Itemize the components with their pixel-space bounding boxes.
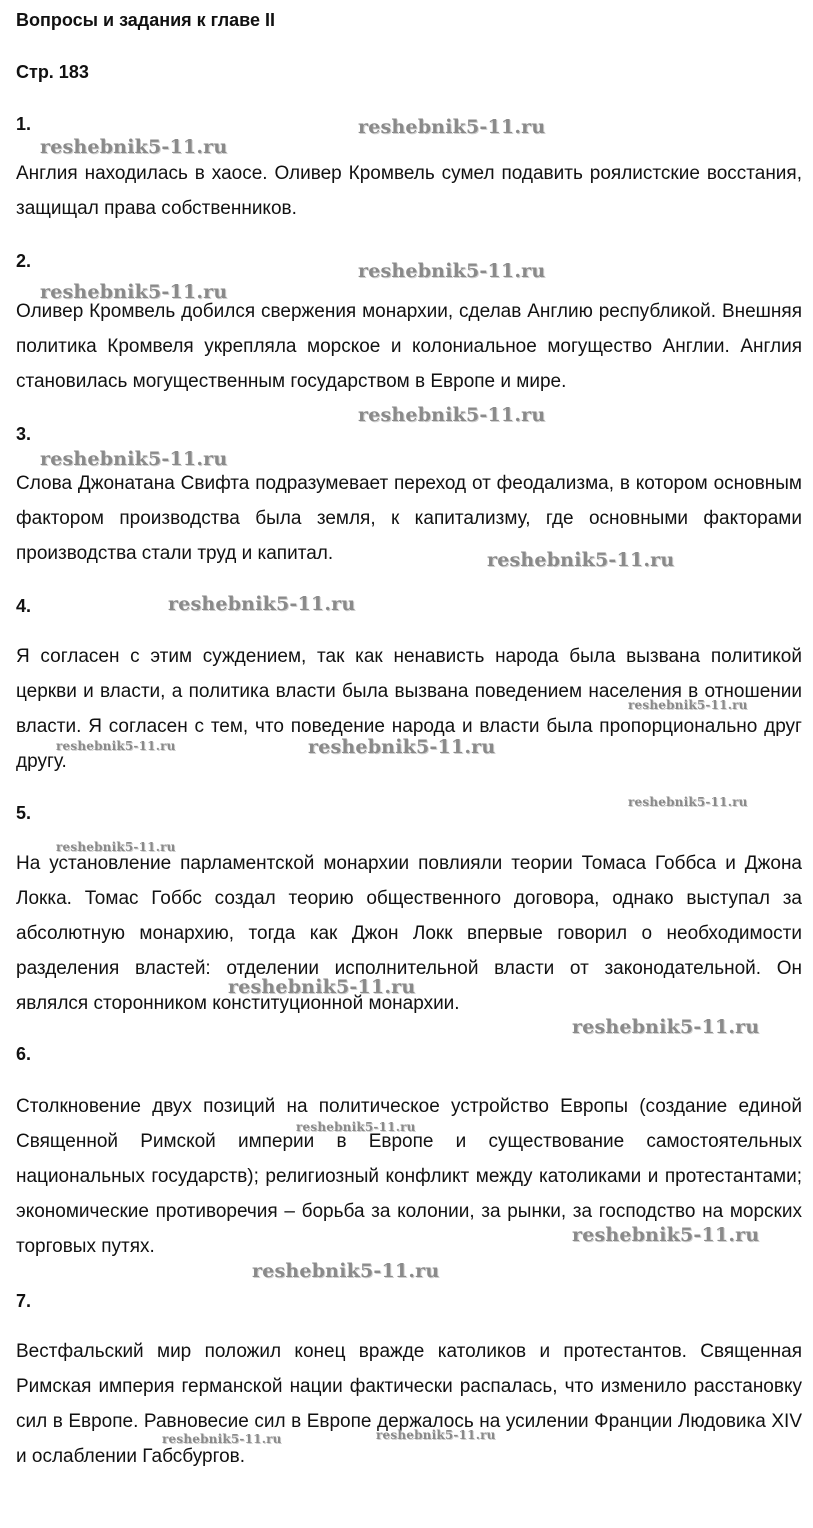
watermark: reshebnik5-11.ru [628, 795, 748, 809]
watermark: reshebnik5-11.ru [162, 1432, 282, 1446]
page-label: Стр. 183 [16, 62, 89, 82]
watermark: reshebnik5-11.ru [628, 698, 748, 712]
watermark: reshebnik5-11.ru [358, 404, 546, 426]
answer-number: 4. [16, 596, 32, 616]
answer-number: 7. [16, 1291, 32, 1311]
answer-text: На установление парламентской монархии повлияли теории Томаса Гоббса и Джона Локка. Томас Гоббс создал теорию общественного договора, однако выступал за абсолютную монархию, тогда как Джон Локк впервые говорил о необходимости разделения властей: отделении исполнительной власти от законодательной. Он являлся сторонником конституционной монархии. [16, 853, 802, 1014]
answer-text: Вестфальский мир положил конец вражде католиков и протестантов. Священная Римская империя германской нации фактически распалась, что изменило расстановку сил в Европе. Равновесие сил в Европе держалось на усилении Франции Людовика XIV и ослаблении Габсбургов. [16, 1341, 802, 1467]
answer-text: Англия находилась в хаосе. Оливер Кромвель сумел подавить роялистские восстания, защищал права собственников. [16, 163, 802, 219]
watermark: reshebnik5-11.ru [228, 976, 416, 998]
watermark: reshebnik5-11.ru [252, 1260, 440, 1282]
watermark: reshebnik5-11.ru [296, 1120, 416, 1134]
answer-number: 5. [16, 803, 32, 823]
answer-text: Я согласен с этим суждением, так как ненависть народа была вызвана политикой церкви и власти, а политика власти была вызвана поведением населения в отношении власти. Я согласен с тем, что поведение народа и власти была пропорционально друг другу. [16, 646, 802, 772]
watermark: reshebnik5-11.ru [168, 593, 356, 615]
answer-number: 6. [16, 1044, 32, 1064]
watermark: reshebnik5-11.ru [56, 840, 176, 854]
watermark: reshebnik5-11.ru [308, 736, 496, 758]
answer-text: Оливер Кромвель добился свержения монархии, сделав Англию республикой. Внешняя политика Кромвеля укрепляла морское и колониальное могущество Англии. Англия становилась могущественным государством в Европе и мире. [16, 301, 802, 392]
answer-number: 3. [16, 424, 32, 444]
page-title: Вопросы и задания к главе II [16, 10, 276, 30]
watermark: reshebnik5-11.ru [56, 739, 176, 753]
watermark: reshebnik5-11.ru [572, 1224, 760, 1246]
answer-number: 2. [16, 251, 32, 271]
watermark: reshebnik5-11.ru [358, 260, 546, 282]
answer-number: 1. [16, 114, 32, 134]
answer-text: Слова Джонатана Свифта подразумевает переход от феодализма, в котором основным фактором производства была земля, к капитализму, где основными факторами производства стали труд и капитал. [16, 473, 802, 564]
watermark: reshebnik5-11.ru [572, 1016, 760, 1038]
watermark: reshebnik5-11.ru [487, 549, 675, 571]
watermark: reshebnik5-11.ru [40, 448, 228, 470]
answer-text: Столкновение двух позиций на политическое устройство Европы (создание единой Священной Римской империи в Европе и существование самостоятельных национальных государств); религиозный конфликт между католиками и протестантами; экономические противоречия – борьба за колонии, за рынки, за господство на морских торговых путях. [16, 1096, 802, 1257]
watermark: reshebnik5-11.ru [40, 281, 228, 303]
watermark: reshebnik5-11.ru [376, 1428, 496, 1442]
watermark: reshebnik5-11.ru [358, 116, 546, 138]
watermark: reshebnik5-11.ru [40, 136, 228, 158]
